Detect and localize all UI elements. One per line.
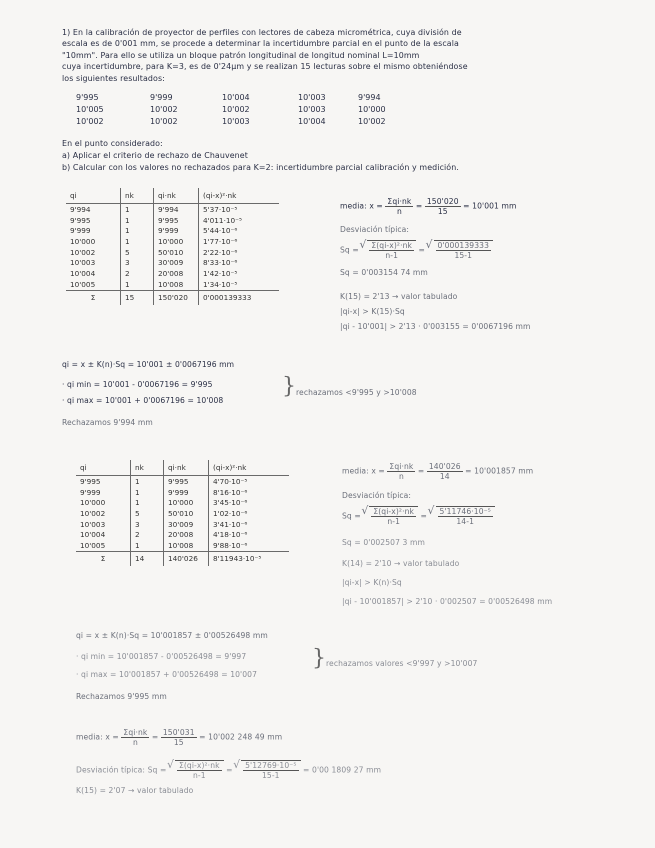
table-row (66, 247, 279, 258)
mean-fraction-values (425, 197, 461, 216)
frac-num: √ Σ(qi-x)²·nk (373, 507, 414, 516)
cell: 1 (131, 497, 164, 508)
sq-label: Sq = (340, 245, 359, 255)
frac-den: n (396, 207, 402, 216)
reading-value: 10'003 (222, 117, 250, 126)
cell: 1 (121, 215, 154, 226)
frac-den: 15-1 (454, 251, 473, 260)
std-dev-formula: Sq = √ $\frac{\text{Σ(qi-x)²·nk}}{n-1}$ = √ $\frac{0'000139333}{15-1}$ (340, 240, 493, 260)
cell: 5'44·10⁻⁶ (203, 226, 238, 236)
frac-num: 140'026 (428, 462, 461, 471)
frequency-table-1 (66, 188, 279, 305)
interval-min: · qi min = 10'001857 - 0'00526498 = 9'997 (76, 652, 247, 661)
cell: 9'995 (164, 476, 209, 487)
table-row (66, 279, 279, 290)
table-row (66, 268, 279, 279)
cell: 140'026 (164, 551, 209, 566)
cell: 2 (131, 529, 164, 540)
cell: 2 (121, 268, 154, 279)
col-qi-nk: qi·nk (164, 460, 209, 476)
k-value: K(15) = 2'13 → valor tabulado (340, 292, 458, 301)
reject-threshold: |qi - 10'001| > 2'13 · 0'003155 = 0'0067196 mm (340, 322, 531, 331)
frac-den: n (398, 472, 404, 481)
col-qi-nk: qi·nk (154, 188, 199, 204)
sqrt (367, 240, 416, 260)
cell: Σ (66, 290, 121, 305)
cell: 9'999 (164, 487, 209, 498)
k-value: K(15) = 2'07 → valor tabulado (76, 786, 194, 795)
reading-value: 10'002 (222, 105, 250, 114)
cell: 10'000 (66, 236, 121, 247)
table-row (66, 236, 279, 247)
sq-fraction-values (243, 761, 298, 780)
mean-label: media: x = (340, 201, 383, 211)
frac-num: √ Σ(qi-x)²·nk (178, 761, 220, 770)
table-row (76, 540, 289, 551)
cell: 9'88·10⁻⁶ (213, 540, 248, 550)
reading-value: 10'003 (298, 105, 326, 114)
cell: 5'37·10⁻⁵ (203, 204, 238, 214)
sq-fraction (177, 761, 222, 780)
cell: 14 (131, 551, 164, 566)
cell: 10'000 (154, 236, 199, 247)
frac-num: 150'020 (426, 197, 459, 206)
table-row (66, 215, 279, 226)
mean-formula: media: x = $\frac{\text{Σqi·nk}}{n}$ = $\frac{150'020}{15}$ = 10'001 mm (340, 197, 517, 216)
col-dev-sq: (qi-x)²·nk (199, 188, 280, 204)
mean-fraction (387, 462, 415, 481)
cell: 9'994 (154, 204, 199, 215)
table-total-row (66, 290, 279, 305)
mean-fraction (121, 728, 149, 747)
reject-condition: |qi-x| > K(15)·Sq (340, 307, 405, 316)
table-row (66, 225, 279, 236)
col-qi: qi (66, 188, 121, 204)
cell: 150'020 (154, 290, 199, 305)
cell: 3'45·10⁻⁶ (213, 498, 248, 508)
reading-value: 10'002 (150, 117, 178, 126)
col-qi: qi (76, 460, 131, 476)
cell: 30'009 (154, 257, 199, 268)
sq-label: Sq = (342, 511, 361, 521)
cell: 10'003 (66, 257, 121, 268)
mean-label: media: x = (76, 732, 119, 742)
mean-fraction-values (427, 462, 463, 481)
sq-result: = 0'00 1809 27 mm (303, 765, 382, 775)
reading-value: 10'002 (150, 105, 178, 114)
table-row (76, 487, 289, 498)
frac-num: √ 5'11746·10⁻⁵ (439, 507, 491, 516)
reject-range: rechazamos valores <9'997 y >10'007 (326, 659, 478, 668)
frac-num: Σqi·nk (387, 197, 412, 206)
sq-fraction-values (438, 507, 493, 526)
interval-formula: qi = x ± K(n)·Sq = 10'001857 ± 0'00526498 mm (76, 631, 268, 640)
table-row (66, 204, 279, 215)
mean-formula: media: x = $\frac{\text{Σqi·nk}}{n}$ = $\frac{140'026}{14}$ = 10'001857 mm (342, 462, 534, 481)
cell: 9'999 (66, 225, 121, 236)
mean-result: = 10'001857 mm (465, 466, 534, 476)
table-total-row (76, 551, 289, 566)
reading-value: 10'004 (298, 117, 326, 126)
table-row (76, 519, 289, 530)
cell: 8'16·10⁻⁶ (213, 487, 248, 497)
cell: 9'995 (154, 215, 199, 226)
brace-icon: } (282, 374, 296, 399)
frac-num: √ Σ(qi-x)²·nk (371, 241, 412, 250)
mean-fraction-values (161, 728, 197, 747)
table-row (66, 257, 279, 268)
std-dev-label: Desviación típica: (340, 225, 410, 234)
frequency-table-2 (76, 460, 289, 566)
col-dev-sq: (qi-x)²·nk (209, 460, 290, 476)
reading-value: 10'002 (358, 117, 386, 126)
mean-result: = 10'002 248 49 mm (199, 732, 283, 742)
cell: 1'02·10⁻⁶ (213, 508, 248, 518)
cell: Σ (76, 551, 131, 566)
cell: 9'994 (66, 204, 121, 215)
reject-threshold: |qi - 10'001857| > 2'10 · 0'002507 = 0'00526498 mm (342, 597, 553, 606)
std-dev-formula: Sq = √ $\frac{\text{Σ(qi-x)²·nk}}{n-1}$ = √ $\frac{\text{5'11746·10⁻⁵}}{14-1}$ (342, 506, 495, 526)
frac-den: 14-1 (456, 517, 475, 526)
task-a: a) Aplicar el criterio de rechazo de Chauvenet (62, 151, 248, 160)
cell: 1 (121, 279, 154, 290)
cell: 50'010 (164, 508, 209, 519)
frac-den: 14 (439, 472, 450, 481)
cell: 50'010 (154, 247, 199, 258)
table-header-row (76, 460, 289, 476)
mean-formula: media: x = $\frac{\text{Σqi·nk}}{n}$ = $\frac{150'031}{15}$ = 10'002 248 49 mm (76, 728, 283, 747)
frac-den: 15 (173, 738, 184, 747)
interval-min: · qi min = 10'001 - 0'0067196 = 9'995 (62, 380, 213, 389)
interval-max: · qi max = 10'001 + 0'0067196 = 10'008 (62, 396, 224, 405)
frac-num: √ 0'000139333 (437, 241, 490, 250)
sqrt (369, 506, 418, 526)
cell: 1 (131, 476, 164, 487)
cell: 10'004 (76, 529, 131, 540)
cell: 10'000 (76, 497, 131, 508)
cell: 9'999 (154, 225, 199, 236)
table-row (76, 508, 289, 519)
reading-value: 10'004 (222, 93, 250, 102)
cell: 20'008 (164, 529, 209, 540)
reading-value: 10'002 (76, 117, 104, 126)
reading-value: 9'995 (76, 93, 99, 102)
cell: 8'11943·10⁻⁵ (209, 551, 290, 566)
rejected-value: Rechazamos 9'994 mm (62, 418, 153, 427)
cell: 1'42·10⁻⁵ (203, 268, 238, 278)
cell: 3 (131, 519, 164, 530)
cell: 1 (121, 204, 154, 215)
sq-fraction (369, 241, 414, 260)
mean-result: = 10'001 mm (463, 201, 517, 211)
cell: 9'995 (66, 215, 121, 226)
intro-line: los siguientes resultados: (62, 74, 165, 83)
interval-formula: qi = x ± K(n)·Sq = 10'001 ± 0'0067196 mm (62, 360, 235, 369)
cell: 1'34·10⁻⁵ (203, 279, 238, 289)
rejected-value: Rechazamos 9'995 mm (76, 692, 167, 701)
sqrt (436, 506, 495, 526)
cell: 4'18·10⁻⁶ (213, 530, 248, 540)
col-nk: nk (131, 460, 164, 476)
cell: 3 (121, 257, 154, 268)
cell: 0'000139333 (199, 290, 280, 305)
cell: 15 (121, 290, 154, 305)
cell: 20'008 (154, 268, 199, 279)
k-value: K(14) = 2'10 → valor tabulado (342, 559, 460, 568)
cell: 10'005 (66, 279, 121, 290)
reject-condition: |qi-x| > K(n)·Sq (342, 578, 402, 587)
frac-num: √ 5'12769·10⁻⁵ (245, 761, 297, 770)
tasks-heading: En el punto considerado: (62, 139, 163, 148)
sqrt (175, 760, 224, 780)
table-header-row (66, 188, 279, 204)
intro-line: 1) En la calibración de proyector de perfiles con lectores de cabeza micrométrica, cuya división de (62, 28, 462, 37)
frac-den: 15 (437, 207, 448, 216)
frac-den: n-1 (192, 771, 206, 780)
sq-result: Sq = 0'002507 3 mm (342, 538, 425, 547)
task-b: b) Calcular con los valores no rechazados para K=2: incertidumbre parcial calibración y medición. (62, 163, 459, 172)
col-nk: nk (121, 188, 154, 204)
cell: 3'41·10⁻⁶ (213, 519, 248, 529)
cell: 4'011·10⁻⁵ (203, 215, 242, 225)
table-row (76, 476, 289, 487)
intro-line: cuya incertidumbre, para K=3, es de 0'24µm y se realizan 15 lecturas sobre el mismo obteniéndose (62, 62, 468, 71)
frac-num: 150'031 (162, 728, 195, 737)
reading-value: 9'999 (150, 93, 173, 102)
cell: 10'008 (164, 540, 209, 551)
cell: 9'999 (76, 487, 131, 498)
cell: 10'000 (164, 497, 209, 508)
interval-max: · qi max = 10'001857 + 0'00526498 = 10'007 (76, 670, 258, 679)
table-row (76, 497, 289, 508)
cell: 8'33·10⁻⁶ (203, 258, 238, 268)
std-dev-formula: Desviación típica: Sq = √ $\frac{\text{Σ(qi-x)²·nk}}{n-1}$ = √ $\frac{\text{5'12769·10⁻⁵}}{15-1}$ = 0'00 1809 27 mm (76, 760, 381, 780)
frac-den: n-1 (387, 517, 401, 526)
cell: 1 (131, 487, 164, 498)
frac-den: 15-1 (261, 771, 280, 780)
cell: 4'70·10⁻⁵ (213, 476, 248, 486)
reading-value: 9'994 (358, 93, 381, 102)
reading-value: 10'003 (298, 93, 326, 102)
cell: 2'22·10⁻⁶ (203, 247, 238, 257)
reading-value: 10'000 (358, 105, 386, 114)
reading-value: 10'005 (76, 105, 104, 114)
reject-range: rechazamos <9'995 y >10'008 (296, 388, 417, 397)
cell: 1'77·10⁻⁶ (203, 236, 238, 246)
intro-line: "10mm". Para ello se utiliza un bloque patrón longitudinal de longitud nominal L=10mm (62, 51, 420, 60)
frac-den: n-1 (385, 251, 399, 260)
frac-num: Σqi·nk (123, 728, 148, 737)
intro-line: escala es de 0'001 mm, se procede a determinar la incertidumbre parcial en el punto de la escala (62, 39, 459, 48)
cell: 1 (131, 540, 164, 551)
cell: 30'009 (164, 519, 209, 530)
sq-fraction (371, 507, 416, 526)
cell: 10'004 (66, 268, 121, 279)
cell: 5 (131, 508, 164, 519)
mean-label: media: x = (342, 466, 385, 476)
cell: 9'995 (76, 476, 131, 487)
mean-fraction (385, 197, 413, 216)
cell: 10'002 (66, 247, 121, 258)
sq-result: Sq = 0'003154 74 mm (340, 268, 428, 277)
sq-fraction-values (436, 241, 492, 260)
sqrt (434, 240, 494, 260)
frac-num: Σqi·nk (389, 462, 414, 471)
sqrt (241, 760, 300, 780)
frac-den: n (132, 738, 138, 747)
cell: 10'003 (76, 519, 131, 530)
cell: 5 (121, 247, 154, 258)
std-dev-label: Desviación típica: (342, 491, 412, 500)
cell: 1 (121, 236, 154, 247)
cell: 10'002 (76, 508, 131, 519)
table-row (76, 529, 289, 540)
std-dev-label: Desviación típica: Sq = (76, 765, 167, 775)
brace-icon: } (312, 646, 326, 671)
cell: 1 (121, 225, 154, 236)
cell: 10'008 (154, 279, 199, 290)
cell: 10'005 (76, 540, 131, 551)
